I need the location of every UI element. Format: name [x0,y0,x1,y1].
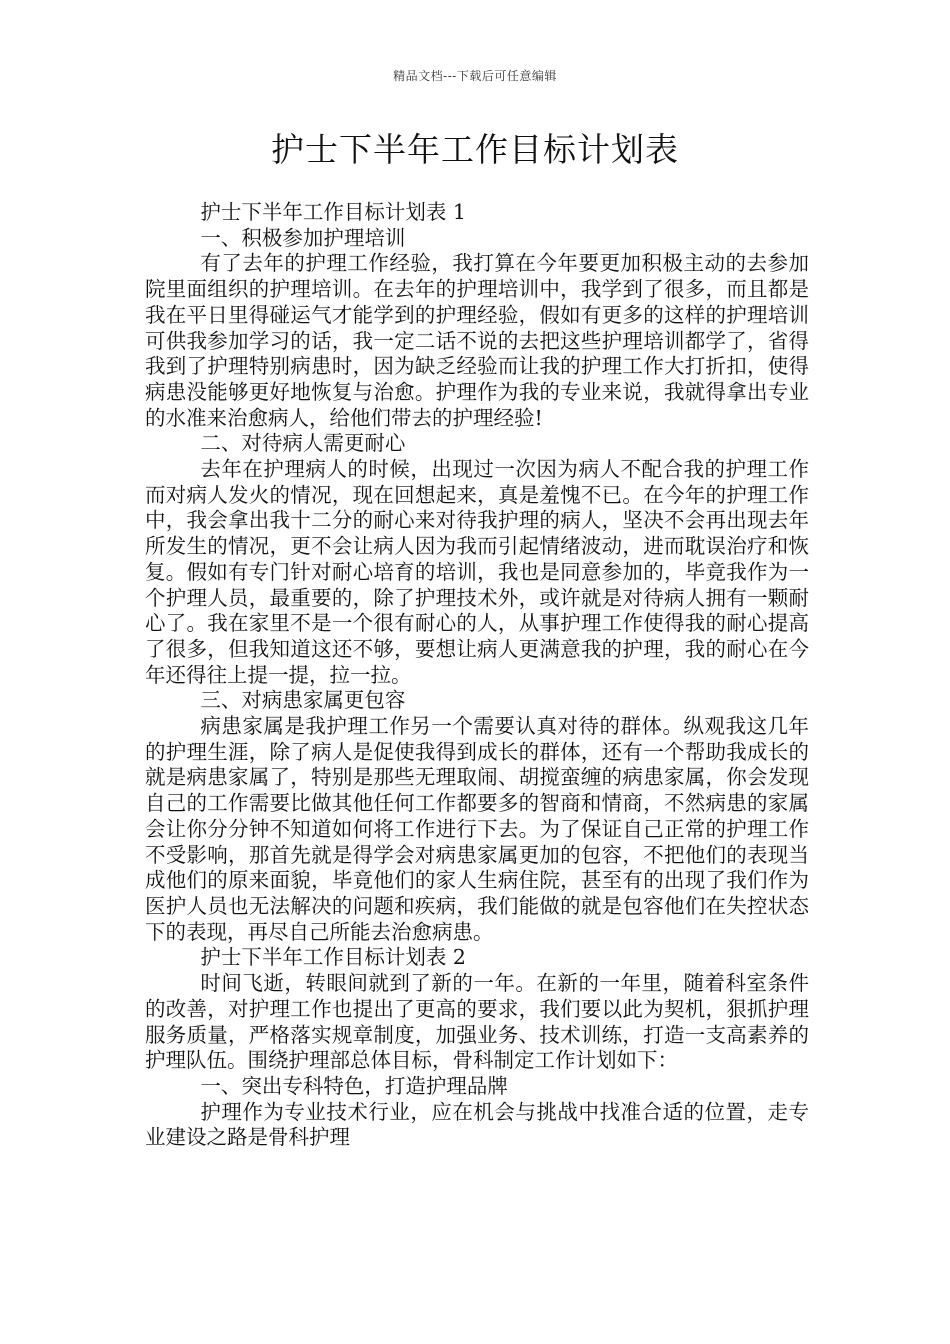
paragraph: 病患家属是我护理工作另一个需要认真对待的群体。纵观我这几年的护理生涯，除了病人是促使我得到成长的群体，还有一个帮助我成长的就是病患家属了，特别是那些无理取闹、胡搅蛮缠的病患家属，你会发现自己的工作需要比做其他任何工作都要多的智商和情商，不然病患的家属会让你分分钟不知道如何将工作进行下去。为了保证自己正常的护理工作不受影响，那首先就是得学会对病患家属更加的包容，不把他们的表现当成他们的原来面貌，毕竟他们的家人生病住院，甚至有的出现了我们作为医护人员也无法解决的问题和疾病，我们能做的就是包容他们在失控状态下的表现，再尽自己所能去治愈病患。 [145,714,809,944]
paragraph: 护理作为专业技术行业，应在机会与挑战中找准合适的位置，走专业建设之路是骨科护理 [145,1099,809,1150]
subheading-patience: 二、对待病人需更耐心 [200,431,406,456]
document-body [145,200,809,1151]
subheading-family-tolerance: 三、对病患家属更包容 [200,688,406,713]
subheading-specialty: 一、突出专科特色，打造护理品牌 [200,1073,508,1098]
subheading-training: 一、积极参加护理培训 [200,225,406,250]
paragraph: 去年在护理病人的时候，出现过一次因为病人不配合我的护理工作而对病人发火的情况，现在回想起来，真是羞愧不已。在今年的护理工作中，我会拿出我十二分的耐心来对待我护理的病人，坚决不会再出现去年所发生的情况，更不会让病人因为我而引起情绪波动，进而耽误治疗和恢复。假如有专门针对耐心培育的培训，我也是同意参加的，毕竟我作为一个护理人员，最重要的，除了护理技术外，或许就是对待病人拥有一颗耐心了。我在家里不是一个很有耐心的人，从事护理工作使得我的耐心提高了很多，但我知道这还不够，要想让病人更满意我的护理，我的耐心在今年还得往上提一提，拉一拉。 [145,457,809,687]
section-heading-plan-1: 护士下半年工作目标计划表 1 [200,200,466,224]
document-title: 护士下半年工作目标计划表 [271,130,679,169]
paragraph: 有了去年的护理工作经验，我打算在今年要更加积极主动的去参加院里面组织的护理培训。在去年的护理培训中，我学到了很多，而且都是我在平日里得碰运气才能学到的护理经验，假如有更多的这样的护理培训可供我参加学习的话，我一定二话不说的去把这些护理培训都学了，省得我到了护理特别病患时，因为缺乏经验而让我的护理工作大打折扣，使得病患没能够更好地恢复与治愈。护理作为我的专业来说，我就得拿出专业的水准来治愈病人，给他们带去的护理经验! [145,251,809,430]
page-header: 精品文档---下载后可任意编辑 [393,69,557,83]
paragraph: 时间飞逝，转眼间就到了新的一年。在新的一年里，随着科室条件的改善，对护理工作也提出了更高的要求，我们要以此为契机，狠抓护理服务质量，严格落实规章制度，加强业务、技术训练，打造一支高素养的护理队伍。围绕护理部总体目标，骨科制定工作计划如下： [145,971,809,1073]
section-heading-plan-2: 护士下半年工作目标计划表 2 [200,945,466,970]
